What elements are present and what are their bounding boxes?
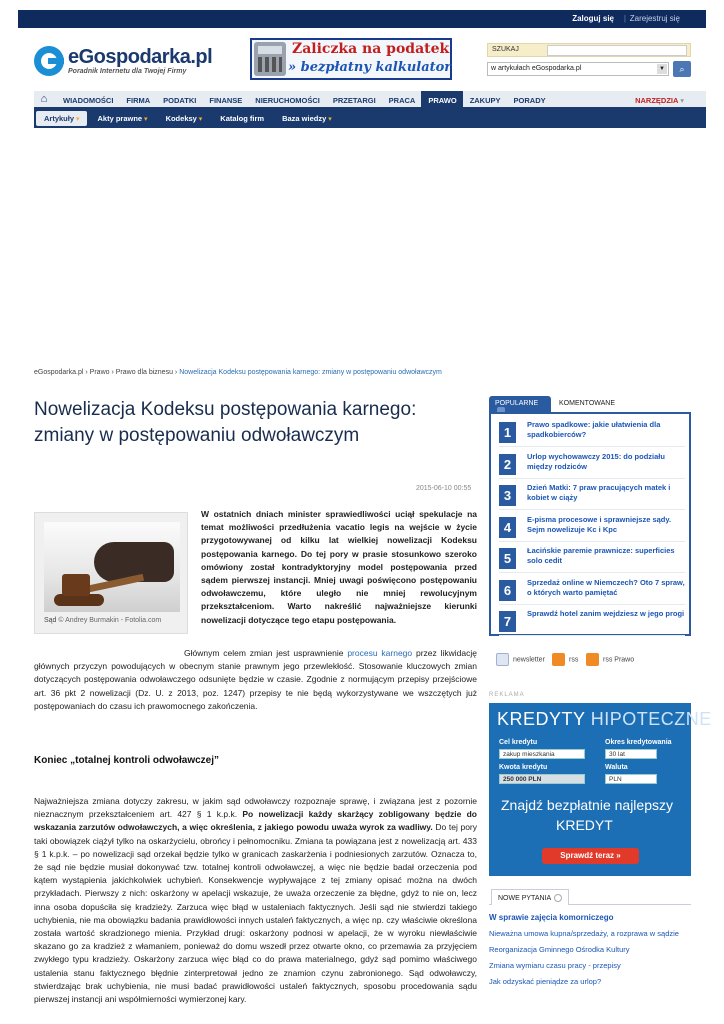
main-nav [34, 91, 706, 109]
tab-popular-label: POPULARNE [495, 400, 539, 407]
rss-icon [552, 653, 565, 666]
popular-title: Prawo spadkowe: jakie ułatwienia dla spadkobierców? [527, 420, 661, 439]
search-icon: ⌕ [679, 64, 685, 74]
chevron-down-icon: ▾ [326, 116, 332, 123]
popular-title: Dzień Matki: 7 praw pracujących matek i kobiet w ciąży [527, 483, 671, 502]
photo-caption [44, 617, 161, 624]
paragraph-text: przez likwidację głównych przyczyn powodujących w obecnym stanie prawnym jego przewlekłość. Stosowanie kluczowych zmian dotyczących postępowania odwoławczego odsunięte będzie w czasie. Zgodnie z normującym przepisy przejściowe art. 36 pkt 2 nowelizacji (Dz. U. z 2013, poz. 1247) przepisy te nie będą wykorzystywane we wszczętych już postępowaniach do czasu ich prawomocnego zakończenia. [34, 648, 477, 711]
logo-name: eGospodarka.pl [68, 46, 213, 68]
ad-amount-label: Kwota kredytu [499, 764, 548, 771]
nav-item[interactable]: PRZETARGI [332, 96, 376, 105]
banner-line-1: Zaliczka na podatek [292, 41, 450, 57]
tools-label: NARZĘDZIA [635, 96, 679, 105]
topbar-separator: | [623, 14, 626, 23]
chevron-down-icon: ▾ [74, 116, 80, 123]
ad-headline [497, 709, 712, 730]
nav-item[interactable]: PRACA [388, 96, 416, 105]
article-date: 2015-06-10 00:55 [416, 485, 472, 492]
gavel-image [44, 522, 180, 612]
question-item[interactable]: Reorganizacja Gminnego Ośrodka Kultury [489, 945, 630, 954]
paragraph-text: Najważniejsza zmiana dotyczy zakresu, w jakim sąd odwoławczy rozpoznaje sprawę, i związana jest z pozornie nieznacznym przekształceniem art. 427 § 1 k.p.k. [34, 796, 477, 820]
search-scope-select[interactable] [487, 62, 669, 76]
popular-title: Urlop wychowawczy 2015: do podziału między rodziców [527, 451, 665, 471]
new-questions-label: NOWE PYTANIA [498, 894, 552, 902]
photo-credit: © Andrey Burmakin - Fotolia.com [58, 617, 162, 624]
ad-period-select[interactable]: 30 lat [605, 749, 657, 759]
login-link[interactable]: Zaloguj się [572, 14, 614, 23]
subnav-item[interactable] [158, 111, 211, 126]
nav-item[interactable]: ZAKUPY [469, 96, 501, 105]
subnav-item[interactable] [212, 111, 272, 126]
section-heading: Koniec „totalnej kontroli odwoławczej” [34, 755, 220, 766]
search-label: SZUKAJ [492, 46, 519, 53]
breadcrumb-home[interactable]: eGospodarka.pl [34, 369, 84, 376]
new-questions-header [489, 889, 691, 905]
popular-rank: 3 [499, 485, 516, 506]
article-paragraph-1 [34, 647, 477, 713]
tab-new-questions[interactable] [491, 889, 569, 905]
ad-currency-select[interactable]: PLN [605, 774, 657, 784]
ad-headline-a: KREDYTY [497, 709, 586, 729]
nav-item[interactable]: FINANSE [209, 96, 243, 105]
article-lead: W ostatnich dniach minister sprawiedliwości uciął spekulacje na temat możliwości przedłużenia vacatio legis na wejście w życie przygotowywanej od kilku lat wielkiej nowelizacji Kodeksu postępowania karnego. Do tej pory w prasie stosunkowo szeroko omówiony został kontradyktoryjny model postępowania przed sądem pierwszej instancji. Mniej uwagi poświęcono postępowaniu odwoławczemu, które uległo nie mniej rewolucyjnym przekształceniom. Warto nakreślić najważniejsze kierunki nowelizacji dotyczące tego etapu postępowania. [201, 509, 477, 625]
logo-tagline: Poradnik Internetu dla Twojej Firmy [68, 68, 187, 75]
search-button[interactable] [673, 61, 691, 77]
popular-item[interactable] [499, 483, 685, 510]
sub-nav [34, 109, 706, 128]
nav-item[interactable]: PORADY [513, 96, 546, 105]
ad-tagline-2: KREDYT [556, 817, 613, 833]
search-box [487, 43, 691, 81]
newsletter-label: newsletter [513, 656, 545, 664]
criminal-process-link[interactable]: procesu karnego [347, 648, 413, 658]
feed-links [496, 653, 696, 667]
ad-headline-b: HIPOTECZNE [590, 709, 712, 729]
newsletter-link[interactable] [496, 653, 545, 666]
sub-nav-list [36, 111, 342, 126]
question-item[interactable]: Zmiana wymiaru czasu pracy - przepisy [489, 961, 621, 970]
nav-item[interactable]: FIRMA [126, 96, 151, 105]
popular-item[interactable] [499, 546, 685, 573]
ad-goal-label: Cel kredytu [499, 739, 538, 746]
popular-item[interactable] [499, 452, 685, 479]
chevron-down-icon: ▼ [657, 64, 667, 74]
popular-rank: 2 [499, 454, 516, 475]
chevron-down-icon: ▾ [680, 96, 684, 105]
popular-item[interactable] [499, 420, 685, 447]
nav-item[interactable]: NIERUCHOMOŚCI [255, 96, 320, 105]
popular-rank: 6 [499, 580, 516, 601]
mortgage-ad[interactable] [489, 703, 712, 876]
popular-title: Łacińskie paremie prawnicze: superficies solo cedit [527, 546, 675, 565]
tab-commented[interactable]: KOMENTOWANE [559, 400, 616, 407]
rss-icon [586, 653, 599, 666]
photo-caption-label: Sąd [44, 617, 57, 624]
paragraph-bold: Po nowelizacji każdy skarżący zobligowany będzie do wskazania zarzutów odwoławczych, a więc określenia, z jakiego powodu uważa wyrok za wadliwy. [34, 809, 478, 833]
subnav-item[interactable] [89, 111, 155, 126]
banner-line-2: » bezpłatny kalkulator [288, 60, 452, 75]
ad-tagline-1: Znajdź bezpłatnie najlepszy [501, 797, 673, 813]
newsletter-icon [496, 653, 509, 666]
rss-law-label: rss Prawo [603, 656, 635, 664]
popular-rank: 4 [499, 517, 516, 538]
ad-period-label: Okres kredytowania [605, 739, 672, 746]
subnav-item-label: Katalog firm [220, 114, 265, 123]
questions-list [489, 929, 691, 993]
article-photo[interactable] [34, 512, 188, 634]
nav-item[interactable]: PODATKI [163, 96, 197, 105]
popular-rank: 7 [499, 611, 516, 632]
chevron-down-icon: ▾ [196, 116, 203, 123]
ad-cta-button[interactable]: Sprawdź teraz » [542, 848, 639, 864]
tax-calculator-banner[interactable] [250, 38, 452, 80]
paragraph-text: Do tej pory taki obowiązek ciążył tylko na oskarżycielu, obrońcy i pełnomocniku. Zmiana ta powiązana jest z nowelizacją art. 433 § 1 k.p.k. – po nowelizacji sąd orzekał będzie tylko w granicach zaskarżenia i podniesionych zarzutów. Oznacza to, że sąd nie będzie musiał dokonywać tzw. totalnej kontroli odwoławczej, a więc nie będzie badał orzeczenia pod kątem wystąpienia jakichkolwiek uchybień. Konsekwencje wypływające z tej zmiany opisać można na dwóch przykładach. Pierwszy z nich: oskarżony w apelacji wskazuje, że uważa orzeczenie za błędne, gdyż to nie on, lecz inna osoba dopuściła się kradzieży. Zarzuca więc błąd w ustaleniach faktycznych. Jeśli sąd nie stwierdzi takiego uchybienia, nie ma obowiązku badania prawidłowości innych ustaleń faktycznych, a więc np. czy właściwie określona została wartość skradzionego mienia. Przykład drugi: oskarżony podnosi w apelacji, że w wyroku niewłaściwie skazano go za kradzież z włamaniem, ponieważ do domu wszedł przez otwarte okno, co przemawia za przyjęciem zwykłego typu kradzieży. Oskarżony zarzuca więc błąd co do prawa materialnego, gdyż sąd pomimo właściwego ustalenia stanu faktycznego błędnie zinterpretował jedno ze znamion czynu zabronionego. Sąd odwoławczy, stwierdzając brak uchybienia, nie musi badać prawidłowości ustaleń faktycznych, sposobu procedowania sądu pierwszej instancji ani współmierności wymierzonej kary. [34, 822, 477, 1005]
subnav-item[interactable] [36, 111, 87, 126]
breadcrumb-separator: › [174, 369, 178, 376]
tools-menu[interactable] [635, 96, 684, 105]
popular-list [489, 412, 691, 636]
subnav-item-label: Baza wiedzy [282, 114, 327, 123]
nav-item[interactable]: PRAWO [421, 91, 462, 109]
breadcrumb-business-law[interactable]: Prawo dla biznesu [115, 369, 173, 376]
info-icon [554, 894, 562, 902]
subnav-item-label: Kodeksy [165, 114, 197, 123]
breadcrumb-separator: › [85, 369, 88, 376]
popular-item[interactable] [499, 609, 685, 636]
tab-popular[interactable] [489, 396, 551, 412]
popular-title: Sprawdź hotel zanim wejdziesz w jego progi [527, 609, 685, 618]
question-featured[interactable]: W sprawie zajęcia komorniczego [489, 913, 614, 922]
article-title: Nowelizacja Kodeksu postępowania karnego: zmiany w postępowaniu odwoławczym [34, 399, 417, 446]
question-item[interactable]: Jak odzyskać pieniądze za urlop? [489, 977, 602, 986]
ad-label: REKLAMA [489, 692, 525, 698]
ad-goal-select[interactable]: zakup mieszkania [499, 749, 585, 759]
popular-rank: 5 [499, 548, 516, 569]
breadcrumb [34, 369, 442, 376]
popular-item[interactable] [499, 515, 685, 542]
rss-link[interactable] [552, 653, 578, 666]
popular-tabs [489, 396, 691, 412]
logo-icon [34, 46, 64, 76]
paragraph-text: Głównym celem zmian jest usprawnienie [184, 648, 348, 658]
subnav-item-label: Akty prawne [97, 114, 143, 123]
breadcrumb-current[interactable]: Nowelizacja Kodeksu postępowania karnego: zmiany w postępowaniu odwoławczym [179, 369, 442, 376]
nav-item[interactable]: WIADOMOŚCI [63, 96, 114, 105]
popular-item[interactable] [499, 578, 685, 605]
popular-title: Sprzedaż online w Niemczech? Oto 7 spraw, o których warto pamiętać [527, 577, 685, 597]
search-input[interactable] [547, 45, 687, 56]
breadcrumb-law[interactable]: Prawo [89, 369, 110, 376]
chevron-down-icon: ▾ [142, 116, 148, 123]
search-scope-value: w artykułach eGospodarka.pl [491, 65, 582, 72]
ad-amount-input[interactable]: 250 000 PLN [499, 774, 585, 784]
popular-rank: 1 [499, 422, 516, 443]
rss-law-link[interactable] [586, 653, 634, 666]
register-link[interactable]: Zarejestruj się [629, 14, 680, 23]
breadcrumb-separator: › [111, 369, 114, 376]
question-item[interactable]: Nieważna umowa kupna/sprzedaży, a rozprawa w sądzie [489, 929, 679, 938]
article-paragraph-2 [34, 795, 477, 1006]
popular-title: E-pisma procesowe i sprawniejsze sądy. Sejm nowelizuje Kc i Kpc [527, 514, 672, 534]
main-nav-list [56, 91, 552, 109]
calculator-icon [254, 42, 286, 76]
subnav-item-label: Artykuły [44, 114, 75, 123]
subnav-item[interactable] [274, 111, 340, 126]
ad-currency-label: Waluta [605, 764, 628, 771]
top-bar [18, 10, 706, 28]
home-icon[interactable]: ⌂ [40, 93, 48, 105]
rss-label: rss [569, 656, 579, 664]
site-logo[interactable] [34, 46, 224, 80]
